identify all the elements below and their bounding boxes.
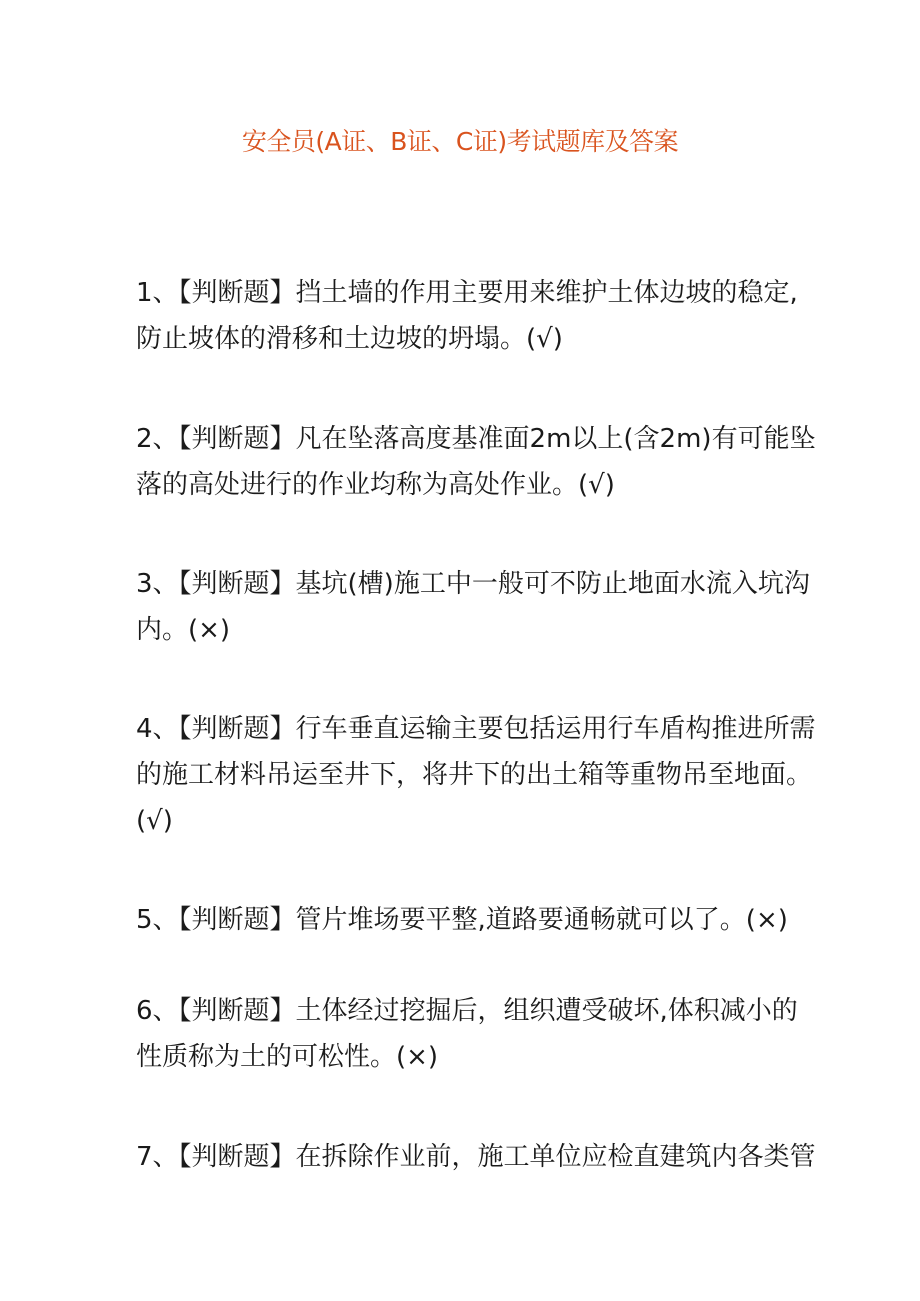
question-line: 内。(×) (136, 615, 231, 645)
question-item (136, 706, 816, 844)
question-line: 防止坡体的滑移和土边坡的坍塌。(√) (136, 324, 563, 354)
question-line: 5、【判断题】管片堆场要平整,道路要通畅就可以了。(×) (136, 905, 788, 935)
question-line: 4、【判断题】行车垂直运输主要包括运用行车盾构推进所需 (136, 714, 816, 744)
question-line: 1、【判断题】挡土墙的作用主要用来维护土体边坡的稳定, (136, 278, 798, 308)
question-item (136, 270, 798, 362)
question-line: (√) (136, 806, 173, 836)
question-line: 2、【判断题】凡在坠落高度基准面2m以上(含2m)有可能坠 (136, 424, 816, 454)
question-item (136, 416, 816, 508)
question-item (136, 1134, 816, 1180)
question-line: 的施工材料吊运至井下，将井下的出土箱等重物吊至地面。 (136, 760, 813, 790)
document-title: 安全员(A证、B证、C证)考试题库及答案 (241, 127, 679, 156)
question-line: 性质称为土的可松性。(×) (136, 1042, 439, 1072)
question-line: 3、【判断题】基坑(槽)施工中一般可不防止地面水流入坑沟 (136, 569, 810, 599)
question-item (136, 561, 810, 653)
question-line: 7、【判断题】在拆除作业前，施工单位应检直建筑内各类管 (136, 1142, 816, 1172)
question-line: 6、【判断题】土体经过挖掘后，组织遭受破坏,体积减小的 (136, 996, 798, 1026)
question-item (136, 988, 798, 1080)
question-line: 落的高处进行的作业均称为高处作业。(√) (136, 470, 615, 500)
question-item (136, 897, 788, 943)
